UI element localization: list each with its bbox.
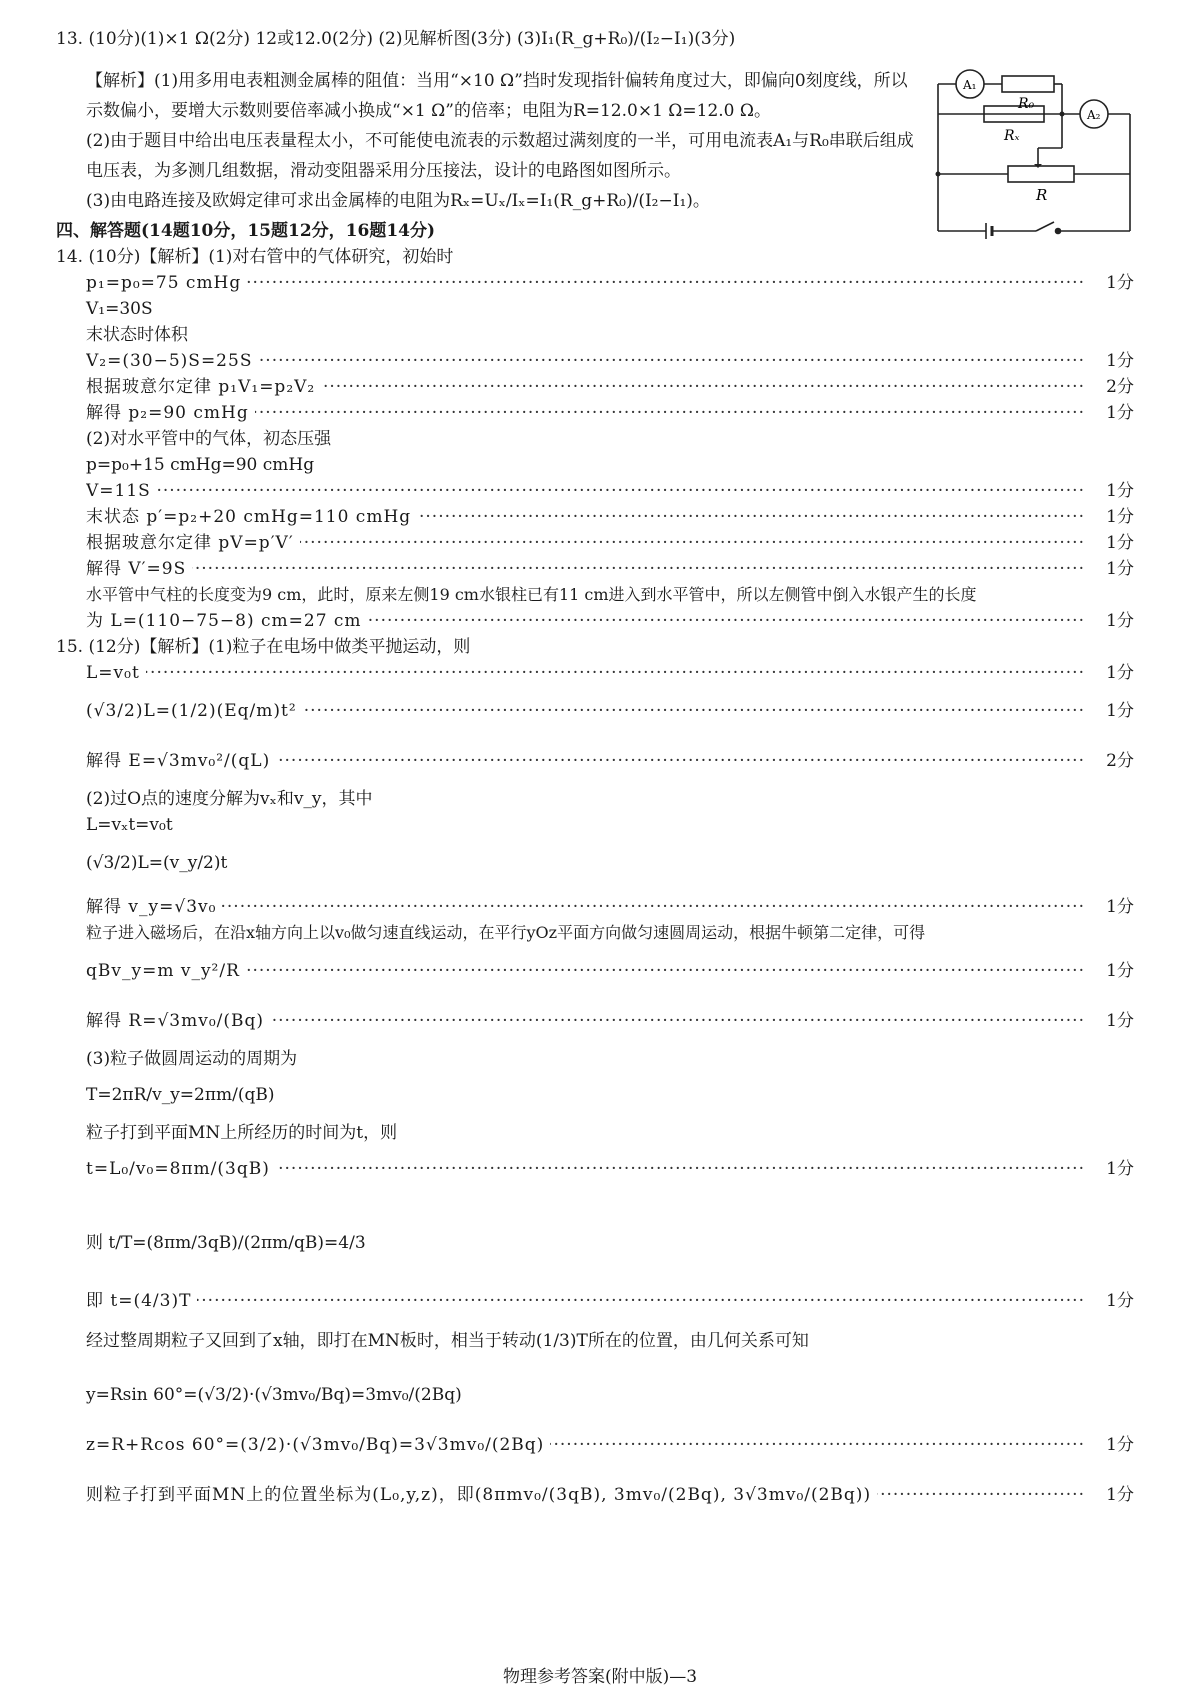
q14-step: p=p₀+15 cmHg=90 cmHg (86, 455, 315, 475)
q15-step: 经过整周期粒子又回到了x轴，即打在MN板时，相当于转动(1/3)T所在的位置，由几何关系可知 (86, 1331, 809, 1351)
score: 1分 (1100, 1288, 1134, 1314)
q15-step: 解得 E=√3mv₀²/(qL) ····· 2分 (86, 748, 1134, 774)
score: 1分 (1100, 504, 1134, 530)
score: 2分 (1100, 374, 1134, 400)
q14-step: (2)对水平管中的气体，初态压强 (86, 429, 332, 449)
page-footer: 物理参考答案(附中版)—3 (502, 1667, 698, 1687)
score: 1分 (1100, 530, 1134, 556)
a2-label: A₂ (1087, 108, 1101, 122)
q15-step: 粒子进入磁场后，在沿x轴方向上以v₀做匀速直线运动，在平行yOz平面方向做匀速圆周运动，根据牛顿第二定律，可得 (86, 923, 926, 942)
q14-step: V=11S ····· 1分 (86, 478, 1134, 504)
q14-step: p₁=p₀=75 cmHg ····· 1分 (86, 270, 1134, 296)
q14-header: 14. (10分)【解析】(1)对右管中的气体研究，初始时 (56, 247, 454, 267)
score: 2分 (1100, 748, 1134, 774)
score: 1分 (1100, 400, 1134, 426)
r0-label: R₀ (1018, 96, 1035, 112)
q15-step: 则粒子打到平面MN上的位置坐标为(L₀,y,z)，即(8πmv₀/(3qB), 3mv₀/(2Bq), 3√3mv₀/(2Bq)) ····· 1分 (86, 1482, 1134, 1508)
score: 1分 (1100, 348, 1134, 374)
circuit-diagram (930, 66, 1160, 246)
q14-step: 水平管中气柱的长度变为9 cm，此时，原来左侧19 cm水银柱已有11 cm进入到水平管中，所以左侧管中倒入水银产生的长度 (86, 585, 977, 604)
q15-step: 则 t/T=(8πm/3qB)/(2πm/qB)=4/3 (86, 1233, 366, 1253)
resistor-r0 (1002, 76, 1054, 92)
score: 1分 (1100, 1156, 1134, 1182)
rx-label: Rₓ (1004, 128, 1020, 144)
q14-step: 解得 p₂=90 cmHg ····· 1分 (86, 400, 1134, 426)
q15-step: 粒子打到平面MN上所经历的时间为t，则 (86, 1123, 398, 1143)
q15-step: L=vₓt=v₀t (86, 815, 173, 835)
q15-step: (√3/2)L=(1/2)(Eq/m)t² ····· 1分 (86, 698, 1134, 724)
q14-step: 为 L=(110−75−8) cm=27 cm ····· 1分 (86, 608, 1134, 634)
q15-step: y=Rsin 60°=(√3/2)·(√3mv₀/Bq)=3mv₀/(2Bq) (86, 1385, 462, 1405)
q15-step: qBv_y=m v_y²/R ····· 1分 (86, 958, 1134, 984)
score: 1分 (1100, 894, 1134, 920)
q15-step: 即 t=(4/3)T ····· 1分 (86, 1288, 1134, 1314)
q13-analysis-part1: 【解析】(1)用多用电表粗测金属棒的阻值：当用“×10 Ω”挡时发现指针偏转角度过大，即偏向0刻度线，所以示数偏小，要增大示数则要倍率减小换成“×1 Ω”的倍率；电阻为R=12.0×1 Ω=12.0 Ω。 (86, 71, 908, 121)
score: 1分 (1100, 660, 1134, 686)
section-4-heading: 四、解答题(14题10分，15题12分，16题14分) (56, 221, 436, 241)
q15-step: t=L₀/v₀=8πm/(3qB) ····· 1分 (86, 1156, 1134, 1182)
q13-header: 13. (10分)(1)×1 Ω(2分) 12或12.0(2分) (2)见解析图(3分) (3)I₁(R_g+R₀)/(I₂−I₁)(3分) (56, 29, 736, 49)
score: 1分 (1100, 958, 1134, 984)
score: 1分 (1100, 1008, 1134, 1034)
score: 1分 (1100, 270, 1134, 296)
q15-step: L=v₀t ····· 1分 (86, 660, 1134, 686)
q14-step: 根据玻意尔定律 pV=p′V′ ····· 1分 (86, 530, 1134, 556)
score: 1分 (1100, 478, 1134, 504)
q13-analysis-part3: (3)由电路连接及欧姆定律可求出金属棒的电阻为Rₓ=Uₓ/Iₓ=I₁(R_g+R₀)/(I₂−I₁)。 (86, 191, 710, 211)
q15-step: (2)过O点的速度分解为vₓ和v_y，其中 (86, 789, 373, 809)
q14-step: 末状态时体积 (86, 325, 188, 345)
q14-step: V₂=(30−5)S=25S ····· 1分 (86, 348, 1134, 374)
q14-step: 解得 V′=9S ····· 1分 (86, 556, 1134, 582)
r-label: R (1036, 186, 1048, 204)
q15-step: 解得 v_y=√3v₀ ····· 1分 (86, 894, 1134, 920)
q14-step: V₁=30S (86, 299, 153, 319)
score: 1分 (1100, 608, 1134, 634)
q14-step: 根据玻意尔定律 p₁V₁=p₂V₂ ····· 2分 (86, 374, 1134, 400)
score: 1分 (1100, 556, 1134, 582)
a1-label: A₁ (963, 78, 977, 92)
q15-step: (√3/2)L=(v_y/2)t (86, 853, 228, 873)
q15-step: 解得 R=√3mv₀/(Bq) ····· 1分 (86, 1008, 1134, 1034)
score: 1分 (1100, 1432, 1134, 1458)
q15-step: z=R+Rcos 60°=(3/2)·(√3mv₀/Bq)=3√3mv₀/(2Bq) ····· 1分 (86, 1432, 1134, 1458)
rheostat-r (1008, 166, 1074, 182)
q14-step: 末状态 p′=p₂+20 cmHg=110 cmHg ····· 1分 (86, 504, 1134, 530)
q15-step: (3)粒子做圆周运动的周期为 (86, 1049, 298, 1069)
q15-step: T=2πR/v_y=2πm/(qB) (86, 1085, 275, 1105)
q15-header: 15. (12分)【解析】(1)粒子在电场中做类平抛运动，则 (56, 637, 471, 657)
score: 1分 (1100, 698, 1134, 724)
score: 1分 (1100, 1482, 1134, 1508)
q13-analysis-part2: (2)由于题目中给出电压表量程太小，不可能使电流表的示数超过满刻度的一半，可用电流表A₁与R₀串联后组成电压表，为多测几组数据，滑动变阻器采用分压接法，设计的电路图如图所示。 (86, 131, 914, 181)
